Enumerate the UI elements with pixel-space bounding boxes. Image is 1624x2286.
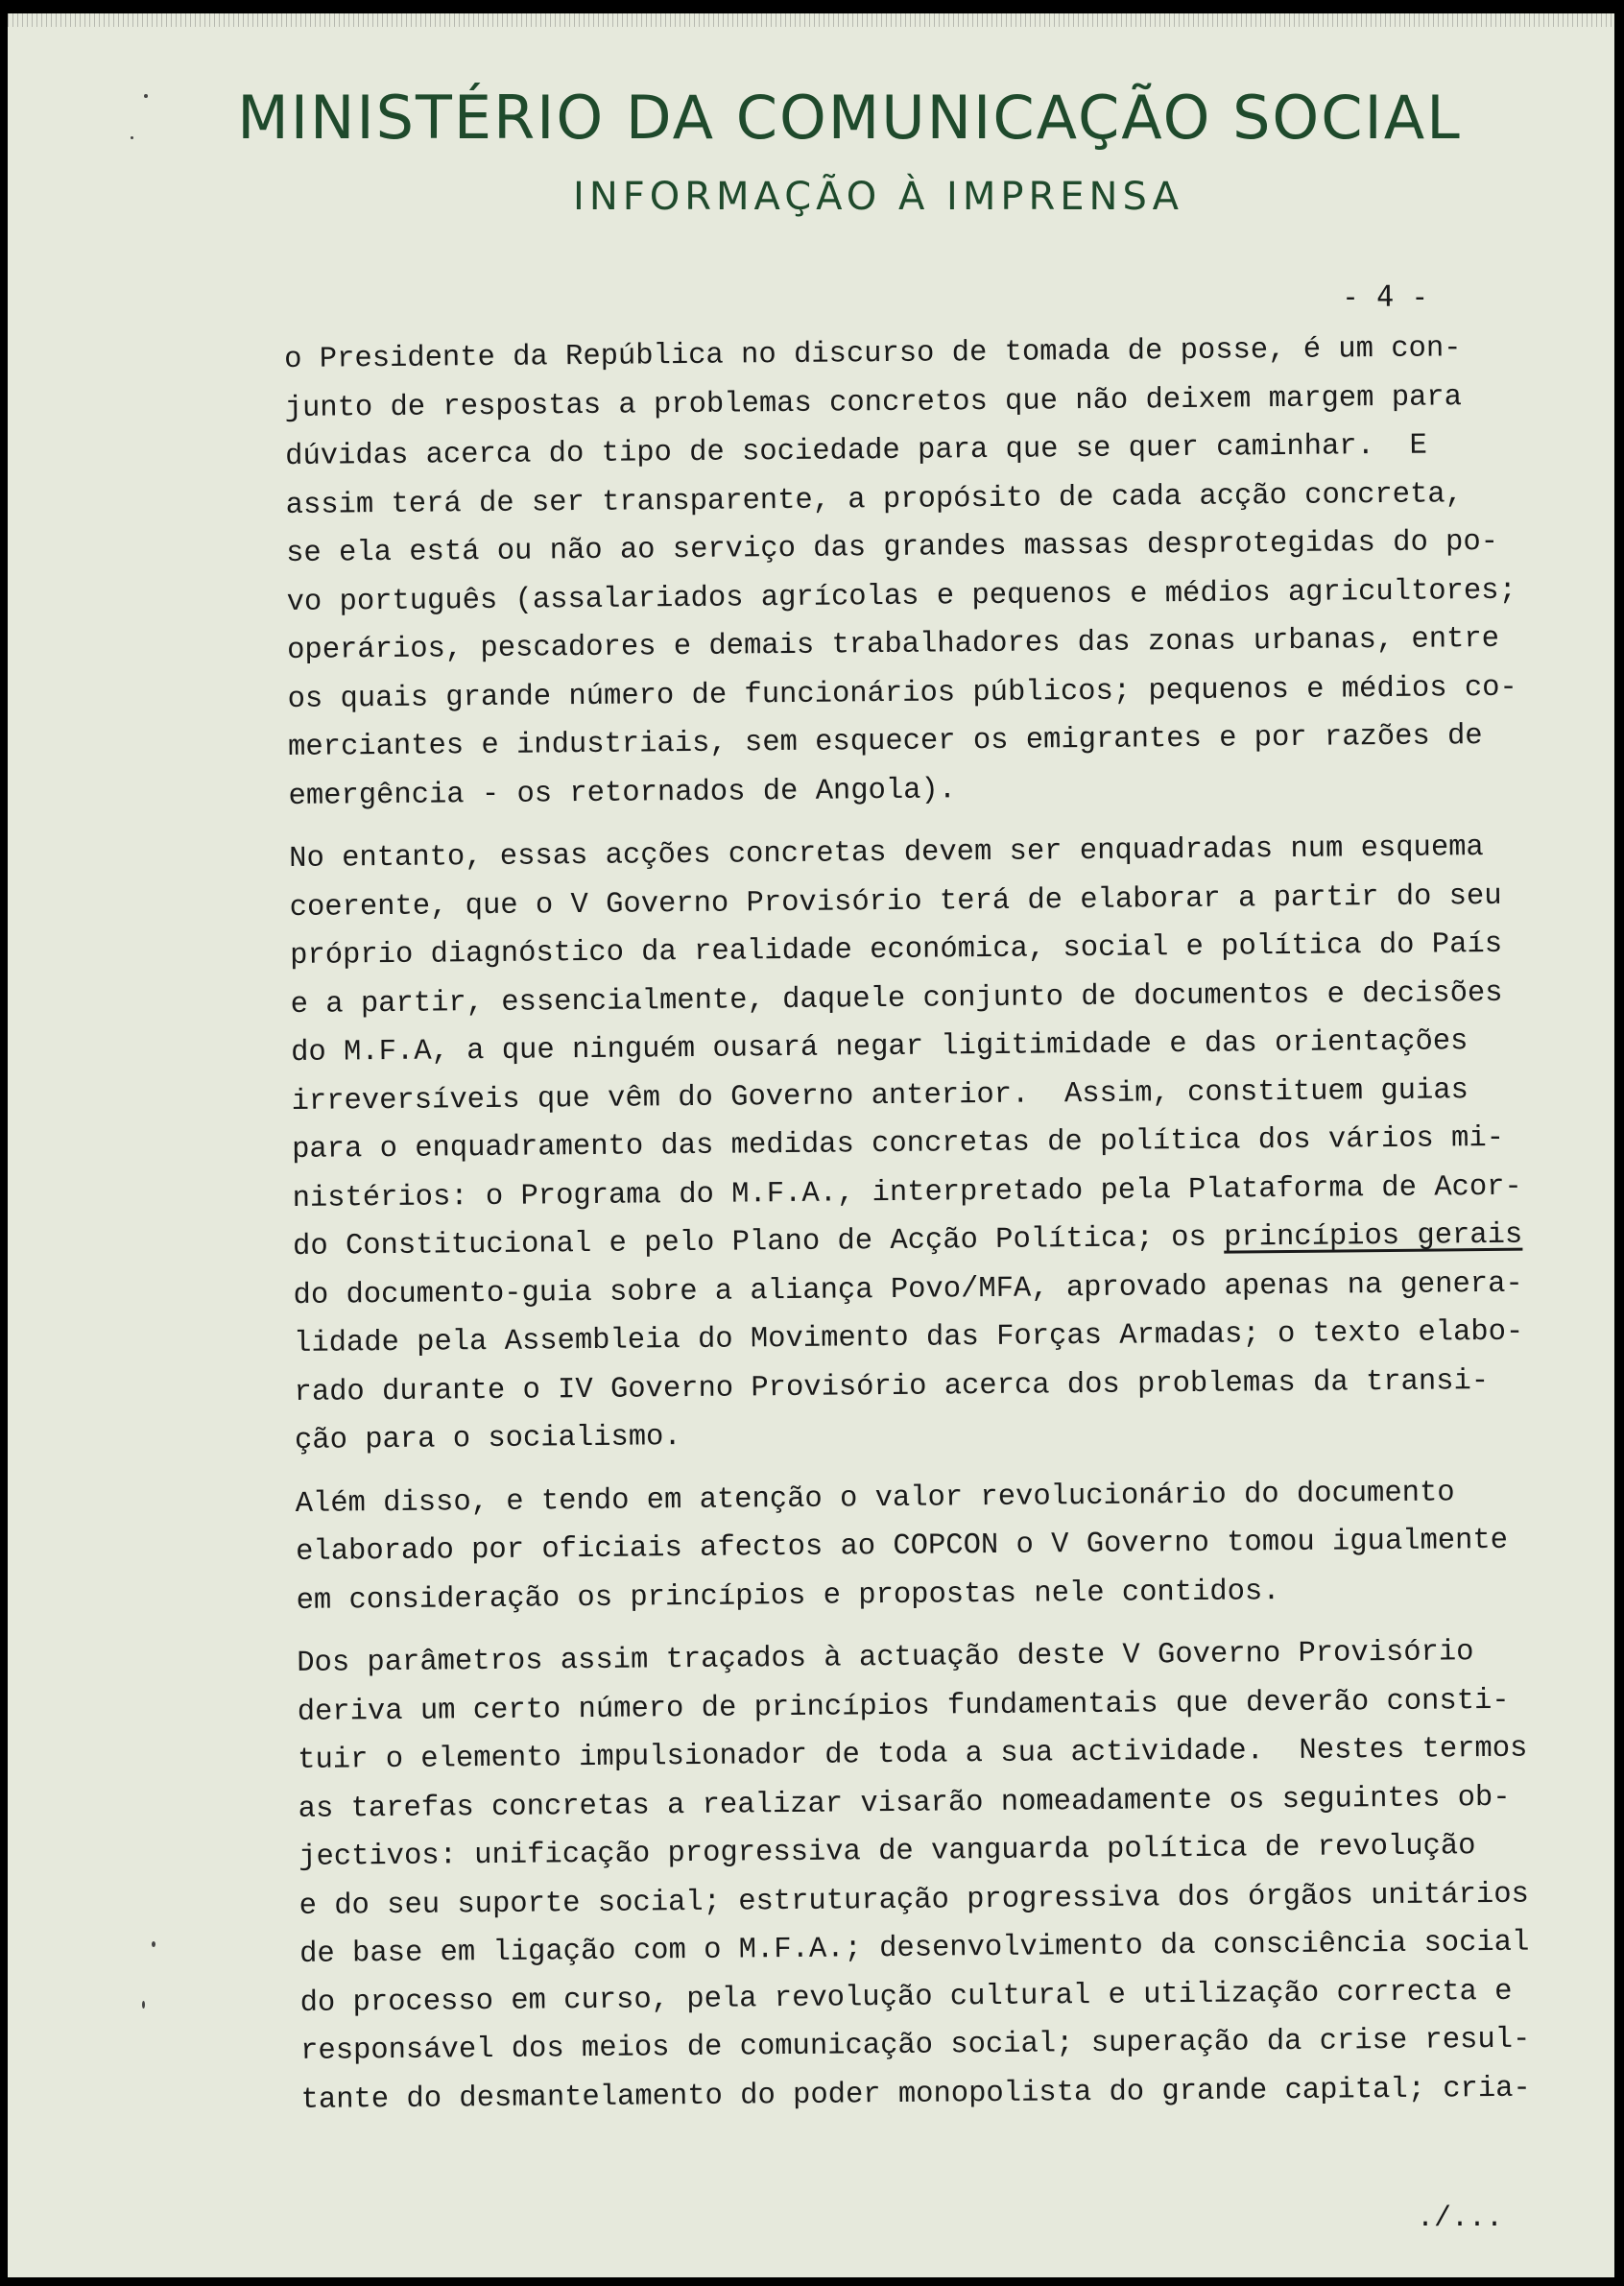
text-line: para o enquadramento das medidas concretas de política dos vários mi-: [291, 1121, 1505, 1167]
text-line-start: do Constitucional e pelo Plano de Acção Política; os: [292, 1221, 1225, 1263]
text-line: próprio diagnóstico da realidade económica, social e política do País: [290, 927, 1503, 973]
page-number: - 4 -: [1342, 280, 1429, 314]
text-line: junto de respostas a problemas concretos que não deixem margem para: [284, 380, 1463, 425]
text-line: o Presidente da República no discurso de tomada de posse, é um con-: [284, 332, 1462, 376]
text-line: os quais grande número de funcionários públicos; pequenos e médios co-: [287, 671, 1517, 716]
continuation-mark: ./...: [1417, 2202, 1504, 2235]
text-line: do processo em curso, pela revolução cultural e utilização correcta e: [299, 1975, 1513, 2020]
paragraph-1: [284, 325, 1537, 821]
text-line: emergência - os retornados de Angola).: [288, 773, 957, 813]
text-line: operários, pescadores e demais trabalhadores das zonas urbanas, entre: [286, 622, 1500, 667]
text-line: Além disso, e tendo em atenção o valor revolucionário do documento: [295, 1476, 1455, 1521]
text-line: as tarefas concretas a realizar visarão nomeadamente os seguintes ob-: [298, 1781, 1511, 1826]
text-line: em consideração os princípios e propostas nele contidos.: [296, 1575, 1280, 1618]
text-line: assim terá de ser transparente, a propósito de cada acção concreta,: [285, 477, 1464, 522]
text-line: de base em ligação com o M.F.A.; desenvolvimento da consciência social: [299, 1926, 1530, 1971]
text-line: dúvidas acerca do tipo de sociedade para que se quer caminhar. E: [285, 429, 1428, 473]
text-line: tuir o elemento impulsionador de toda a sua actividade. Nestes termos: [298, 1732, 1528, 1777]
underlined-phrase: princípios gerais: [1223, 1218, 1523, 1255]
scan-edge: [8, 13, 1614, 27]
press-info-subtitle: INFORMAÇÃO À IMPRENSA: [573, 175, 1183, 219]
document-body: [284, 325, 1549, 2125]
text-line: do M.F.A, a que ninguém ousará negar ligitimidade e das orientações: [291, 1025, 1469, 1070]
text-line: vo português (assalariados agrícolas e pequenos e médios agricultores;: [286, 574, 1517, 619]
text-line: Dos parâmetros assim traçados à actuação deste V Governo Provisório: [297, 1636, 1474, 1680]
text-line: ção para o socialismo.: [294, 1421, 681, 1457]
ministry-title: MINISTÉRIO DA COMUNICAÇÃO SOCIAL: [237, 83, 1462, 153]
text-line: elaborado por oficiais afectos ao COPCON o V Governo tomou igualmente: [295, 1524, 1509, 1569]
text-line: deriva um certo número de princípios fundamentais que deverão consti-: [297, 1684, 1510, 1729]
text-line: e do seu suporte social; estruturação progressiva dos órgãos unitários: [299, 1878, 1530, 1923]
text-line: irreversíveis que vêm do Governo anterior. Assim, constituem guias: [291, 1073, 1469, 1119]
paragraph-3: [295, 1468, 1543, 1625]
text-line: nistérios: o Programa do M.F.A., interpretado pela Plataforma de Acor-: [292, 1170, 1522, 1215]
scan-speck: [131, 136, 133, 139]
text-line: coerente, que o V Governo Provisório terá de elaborar a partir do seu: [289, 879, 1502, 925]
text-line: merciantes e industriais, sem esquecer os emigrantes e por razões de: [287, 720, 1483, 764]
text-line: lidade pela Assembleia do Movimento das Forças Armadas; o texto elabo-: [293, 1315, 1524, 1360]
text-line: se ela está ou não ao serviço das grandes massas desprotegidas do po-: [286, 525, 1499, 570]
text-line: e a partir, essencialmente, daquele conjunto de documentos e decisões: [290, 976, 1503, 1022]
scan-speck: [142, 2001, 145, 2009]
document-page: [8, 13, 1614, 2277]
paragraph-4: [297, 1627, 1549, 2124]
text-line: jectivos: unificação progressiva de vanguarda política de revolução: [299, 1830, 1476, 1874]
text-line: responsável dos meios de comunicação social; superação da crise resul-: [299, 2023, 1531, 2068]
text-line: No entanto, essas acções concretas devem ser enquadradas num esquema: [289, 831, 1484, 876]
text-line: rado durante o IV Governo Provisório acerca dos problemas da transi-: [294, 1364, 1490, 1409]
paragraph-2: [289, 823, 1542, 1465]
scan-speck: [152, 1941, 155, 1947]
scan-speck: [144, 94, 148, 98]
text-line: tante do desmantelamento do poder monopolista do grande capital; cria-: [300, 2072, 1531, 2117]
text-line: do documento-guia sobre a aliança Povo/MFA, aprovado apenas na genera-: [293, 1267, 1523, 1312]
